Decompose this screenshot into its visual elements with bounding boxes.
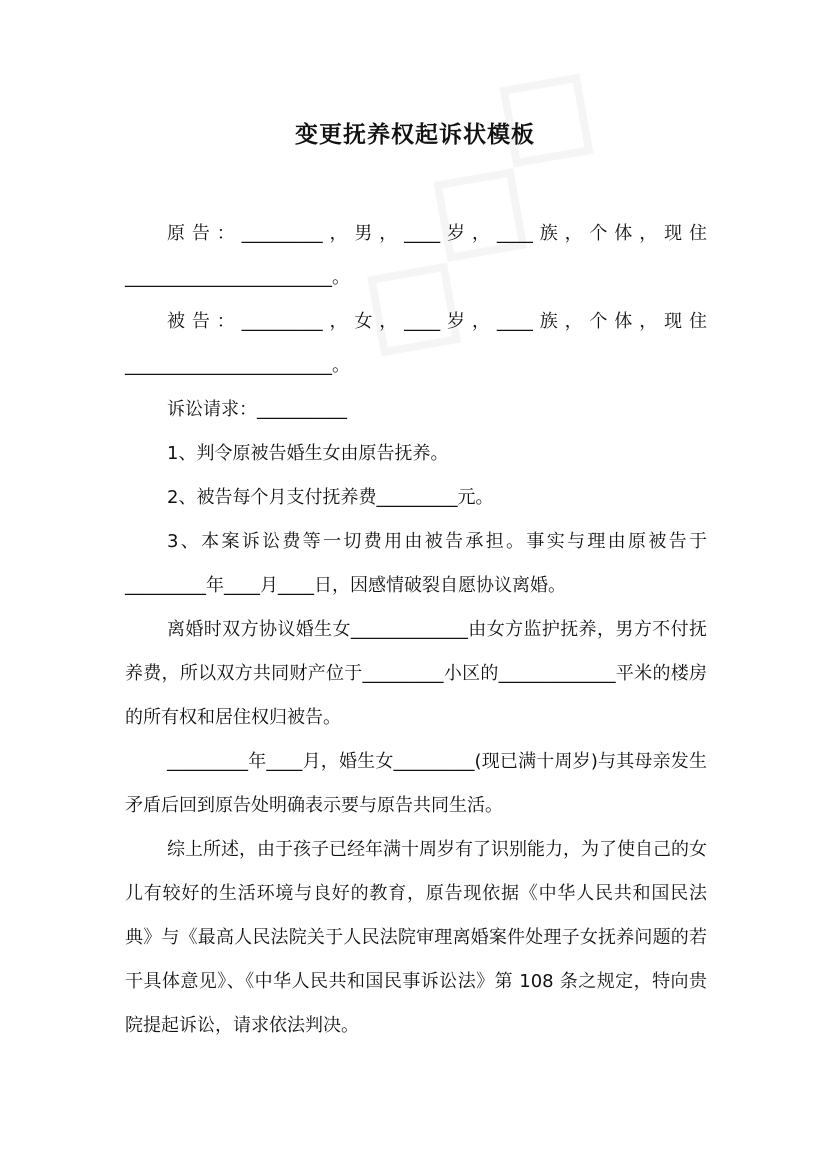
paragraph-plaintiff: 原告：_________，男，____岁，____族，个体，现住_______________________。 (125, 223, 707, 288)
paragraph-claims-heading: 诉讼请求：__________ (167, 399, 347, 420)
paragraph-defendant: 被告：_________，女，____岁，____族，个体，现住_______________________。 (125, 311, 707, 376)
paragraph-child-return: _________年____月，婚生女_________(现已满十周岁)与其母亲发生矛盾后回到原告处明确表示要与原告共同生活。 (125, 751, 707, 816)
paragraph-conclusion: 综上所述，由于孩子已经年满十周岁有了识别能力，为了使自己的女儿有较好的生活环境与良好的教育，原告现依据《中华人民共和国民法典》与《最高人民法院关于人民法院审理离婚案件处理子女抚养问题的若干具体意见》、《中华人民共和国民事诉讼法》第 108 条之规定，特向贵院提起诉讼，请求依法判决。 (125, 839, 707, 1036)
paragraph-claim-1: 1、判令原被告婚生女由原告抚养。 (167, 443, 449, 464)
document-body (125, 212, 707, 1048)
document-title: 变更抚养权起诉状模板 (295, 122, 535, 148)
paragraph-claim-3: 3、本案诉讼费等一切费用由被告承担。事实与理由原被告于_________年____月____日，因感情破裂自愿协议离婚。 (125, 531, 707, 596)
paragraph-divorce-agreement: 离婚时双方协议婚生女_____________由女方监护抚养，男方不付抚养费，所以双方共同财产位于_________小区的_____________平米的楼房的所有权和居住权归被告。 (125, 619, 707, 728)
paragraph-claim-2: 2、被告每个月支付抚养费_________元。 (167, 487, 494, 508)
